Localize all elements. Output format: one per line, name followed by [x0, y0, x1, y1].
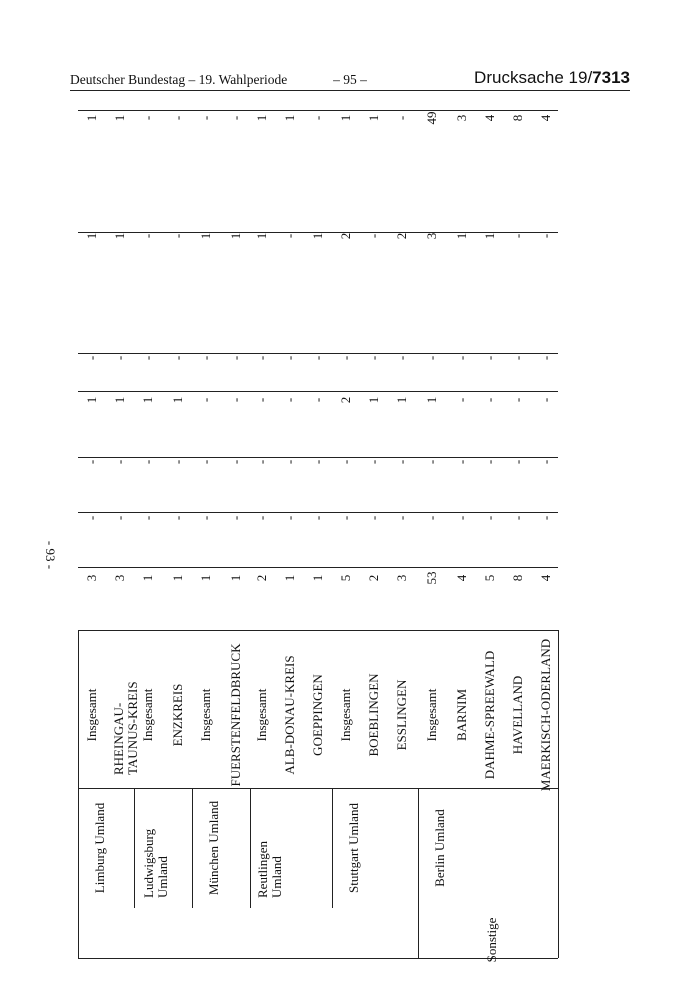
table-cell: -	[84, 515, 99, 521]
table-cell: 3	[394, 574, 409, 582]
table-cell: -	[112, 355, 127, 361]
table-cell: 1	[338, 114, 353, 122]
table-cell: 2	[394, 232, 409, 240]
rule-left	[78, 630, 79, 958]
table-cell: -	[482, 459, 497, 465]
table-cell: -	[254, 397, 269, 403]
table-cell: -	[170, 515, 185, 521]
table-cell: -	[254, 459, 269, 465]
table-cell: -	[510, 355, 525, 361]
table-cell: 1	[198, 232, 213, 240]
table-cell: 2	[338, 232, 353, 240]
table-cell: -	[140, 515, 155, 521]
table-cell: -	[198, 355, 213, 361]
row-label: Insgesamt	[254, 688, 269, 742]
header-doc-number	[474, 68, 630, 88]
table-cell: 1	[112, 232, 127, 240]
column-rule	[78, 353, 558, 354]
table-cell: 8	[510, 114, 525, 122]
column-rule	[78, 457, 558, 458]
table-cell: -	[338, 355, 353, 361]
table-cell: -	[310, 355, 325, 361]
table-cell: -	[170, 115, 185, 121]
table-cell: 1	[228, 574, 243, 582]
table-cell: 1	[170, 396, 185, 404]
rotated-page-number: - 93 -	[43, 540, 58, 570]
table-cell: -	[510, 459, 525, 465]
table-cell: -	[228, 515, 243, 521]
row-label: BARNIM	[454, 688, 469, 742]
row-label: ALB-DONAU-KREIS	[282, 655, 297, 775]
table-cell: 53	[424, 571, 439, 585]
column-rule	[78, 512, 558, 513]
header-doc-number-part: 19/	[568, 68, 593, 87]
table-cell: -	[394, 459, 409, 465]
table-cell: 1	[310, 574, 325, 582]
table-cell: -	[310, 115, 325, 121]
table-cell: -	[482, 355, 497, 361]
column-rule	[78, 391, 558, 392]
rule-c2	[78, 788, 558, 789]
table-cell: -	[366, 459, 381, 465]
table-cell: 1	[228, 232, 243, 240]
table-cell: 4	[538, 574, 553, 582]
table-cell: -	[310, 397, 325, 403]
category-label: Sonstige	[484, 917, 499, 963]
table-cell: -	[338, 515, 353, 521]
table-cell: -	[228, 355, 243, 361]
table-cell: -	[170, 355, 185, 361]
table-cell: 1	[84, 232, 99, 240]
table-cell: -	[338, 459, 353, 465]
table-cell: -	[366, 515, 381, 521]
table-cell: -	[424, 515, 439, 521]
header-page: – 95 –	[333, 72, 367, 87]
table-cell: -	[510, 515, 525, 521]
table-cell: -	[170, 459, 185, 465]
row-label: ESSLINGEN	[394, 679, 409, 751]
table-cell: 1	[282, 114, 297, 122]
group-rule	[418, 788, 419, 958]
table-cell: -	[140, 459, 155, 465]
table-cell: -	[538, 515, 553, 521]
group-rule	[192, 788, 193, 908]
table-cell: -	[84, 459, 99, 465]
group-rule	[332, 788, 333, 908]
table-cell: -	[112, 459, 127, 465]
table-cell: 1	[482, 232, 497, 240]
table-cell: 3	[454, 114, 469, 122]
row-label: Insgesamt	[84, 688, 99, 742]
table-cell: -	[198, 459, 213, 465]
row-label: Insgesamt	[140, 688, 155, 742]
table-cell: -	[454, 515, 469, 521]
header-doc-number-bold: 7313	[592, 68, 630, 87]
table-cell: -	[198, 115, 213, 121]
table-cell: 49	[424, 111, 439, 125]
table-cell: -	[140, 355, 155, 361]
table-cell: 4	[538, 114, 553, 122]
table-cell: -	[282, 233, 297, 239]
table-cell: -	[366, 355, 381, 361]
table-cell: -	[394, 115, 409, 121]
group-label: München Umland	[206, 800, 221, 896]
table-cell: -	[198, 397, 213, 403]
table-cell: -	[112, 515, 127, 521]
table-cell: -	[454, 355, 469, 361]
row-label: MAERKISCH-ODERLAND	[538, 638, 553, 792]
table-cell: 1	[394, 396, 409, 404]
table-cell: -	[140, 233, 155, 239]
table-cell: -	[282, 459, 297, 465]
group-label: Berlin Umland	[432, 809, 447, 887]
table-cell: 2	[366, 574, 381, 582]
row-label: DAHME-SPREEWALD	[482, 650, 497, 780]
table-cell: 1	[366, 114, 381, 122]
table-cell: -	[424, 355, 439, 361]
table-cell: -	[282, 397, 297, 403]
table-cell: 1	[310, 232, 325, 240]
row-label: RHEINGAU-TAUNUS-KREIS	[111, 681, 140, 775]
table-cell: 3	[112, 574, 127, 582]
table-cell: -	[254, 515, 269, 521]
page-header	[70, 62, 630, 91]
table-cell: 1	[424, 396, 439, 404]
table-cell: 1	[170, 574, 185, 582]
table-cell: -	[366, 233, 381, 239]
table-cell: 1	[84, 396, 99, 404]
table-cell: -	[538, 233, 553, 239]
table-cell: -	[510, 233, 525, 239]
table-cell: -	[282, 515, 297, 521]
group-label: Reutlingen Umland	[255, 840, 284, 898]
group-rule	[134, 788, 135, 908]
table-cell: -	[228, 397, 243, 403]
table-cell: -	[310, 515, 325, 521]
table-cell: -	[454, 397, 469, 403]
row-label: FUERSTENFELDBRUCK	[228, 643, 243, 787]
table-cell: 1	[140, 574, 155, 582]
group-label: Ludwigsburg Umland	[141, 828, 170, 898]
table-cell: 4	[482, 114, 497, 122]
row-label: ENZKREIS	[170, 683, 185, 747]
table-cell: 1	[454, 232, 469, 240]
table-cell: 2	[338, 396, 353, 404]
table-cell: 1	[84, 114, 99, 122]
table-cell: -	[510, 397, 525, 403]
table-cell: -	[394, 355, 409, 361]
row-label: BOEBLINGEN	[366, 673, 381, 757]
table-cell: -	[310, 459, 325, 465]
table-cell: 3	[84, 574, 99, 582]
table-cell: -	[538, 355, 553, 361]
rule-top	[78, 110, 558, 111]
rule-right	[558, 630, 559, 958]
table-cell: 3	[424, 232, 439, 240]
table-cell: 1	[112, 114, 127, 122]
group-label: Stuttgart Umland	[346, 803, 361, 893]
table-cell: 5	[338, 574, 353, 582]
table-cell: 1	[254, 114, 269, 122]
table-cell: 2	[254, 574, 269, 582]
table-cell: 1	[366, 396, 381, 404]
row-label: HAVELLAND	[510, 675, 525, 755]
table-cell: 4	[454, 574, 469, 582]
table-cell: -	[228, 459, 243, 465]
table-cell: 1	[112, 396, 127, 404]
header-doc-prefix: Drucksache	[474, 68, 569, 87]
table-cell: -	[282, 355, 297, 361]
table-cell: -	[538, 459, 553, 465]
row-label: Insgesamt	[338, 688, 353, 742]
table-cell: -	[228, 115, 243, 121]
table-cell: -	[140, 115, 155, 121]
header-left: Deutscher Bundestag – 19. Wahlperiode	[70, 72, 288, 87]
row-label: Insgesamt	[424, 688, 439, 742]
table-cell: -	[254, 355, 269, 361]
table-cell: -	[454, 459, 469, 465]
table-cell: 8	[510, 574, 525, 582]
column-rule	[78, 567, 558, 568]
row-label: Insgesamt	[198, 688, 213, 742]
table-cell: -	[482, 515, 497, 521]
table-cell: 1	[282, 574, 297, 582]
table-cell: -	[482, 397, 497, 403]
table-cell: -	[538, 397, 553, 403]
table-cell: -	[84, 355, 99, 361]
table-cell: -	[394, 515, 409, 521]
table-cell: -	[170, 233, 185, 239]
rule-head	[78, 630, 558, 631]
table-cell: -	[424, 459, 439, 465]
table-cell: 1	[254, 232, 269, 240]
table-cell: 1	[198, 574, 213, 582]
table-cell: 5	[482, 574, 497, 582]
row-label: GOEPPINGEN	[310, 674, 325, 756]
table-cell: -	[198, 515, 213, 521]
table-cell: 1	[140, 396, 155, 404]
group-rule	[250, 788, 251, 908]
group-label: Limburg Umland	[92, 802, 107, 894]
